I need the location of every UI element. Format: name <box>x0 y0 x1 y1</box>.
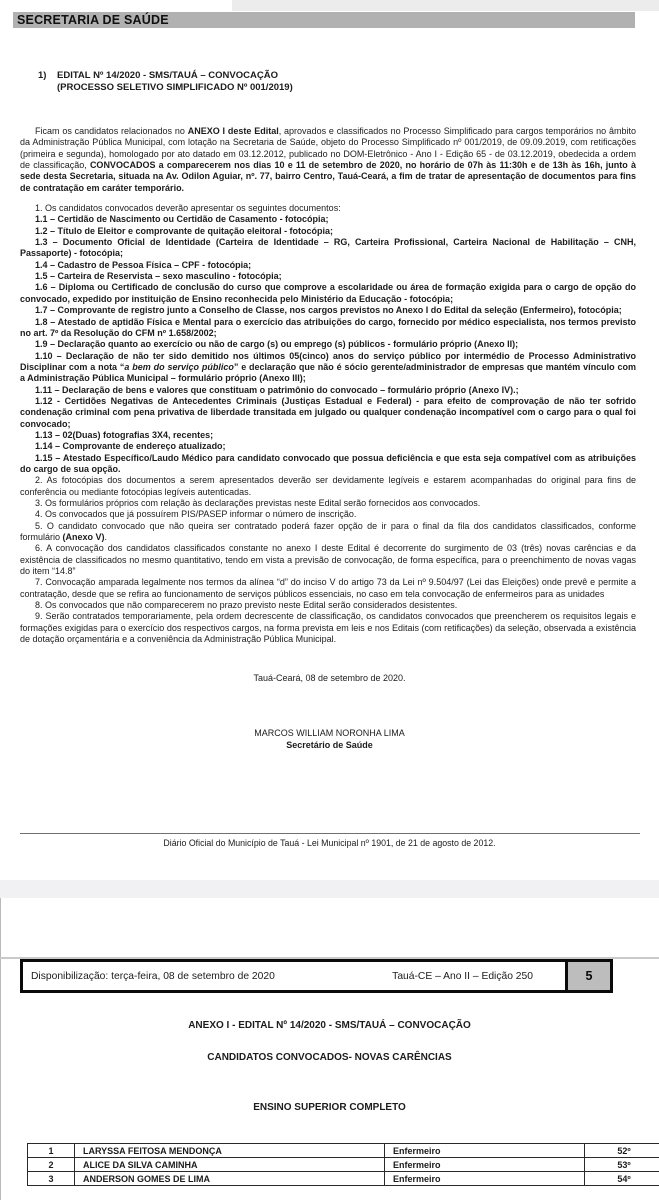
list-item: 1.8 – Atestado de aptidão Física e Mental para o exercício das atribuições do cargo, fornecido por médico especialista, nos termos previsto no art. 7º da Resolução do CFM nº 1.658/2002; <box>20 316 636 338</box>
list-item: 2. As fotocópias dos documentos a serem apresentados deverão ser devidamente legíveis e estarem acompanhadas do original para fins de conferência ou mediante fotocópias legíveis autenticadas. <box>20 475 636 497</box>
education-level-subtitle: ENSINO SUPERIOR COMPLETO <box>253 1102 406 1113</box>
candidate-cell: LARYSSA FEITOSA MENDONÇA <box>75 1144 385 1158</box>
list-item: 8. Os convocados que não comparecerem no prazo previsto neste Edital serão considerados desistentes. <box>35 600 458 611</box>
signature-title: Secretário de Saúde <box>286 740 373 750</box>
edital-heading-number: 1) <box>38 70 47 81</box>
candidate-cell: ANDERSON GOMES DE LIMA <box>75 1172 385 1186</box>
edital-heading <box>38 70 293 93</box>
candidate-cell: Enfermeiro <box>385 1158 585 1172</box>
list-item: 1.2 – Título de Eleitor e comprovante de quitação eleitoral - fotocópia; <box>35 225 334 236</box>
document-list-intro: 1. Os candidatos convocados deverão apresentar os seguintes documentos: <box>35 203 341 214</box>
signature-block <box>0 727 659 751</box>
scan-edge-strip <box>232 0 659 11</box>
list-item: 9. Serão contratados temporariamente, pela ordem decrescente de classificação, os candidatos convocados que preencherem os requisitos legais e formações exigidas para o exercício dos respectivos cargos, na forma prevista em leis e nos Editais (com retificações) da seleção, observada a existência de dotação orçamentária e a conveniência da Administração Pública Municipal. <box>20 611 636 645</box>
edital-heading-line2: (PROCESSO SELETIVO SIMPLIFICADO Nº 001/2019) <box>57 81 293 93</box>
list-item: 1.10 – Declaração de não ter sido demitido nos últimos 05(cinco) anos do serviço público por intermédio de Processo Administrativo Disciplinar com a nota “a bem do serviço público” e declaração que não é sócio gerente/administrador de empresas que mantém vínculo com a Administração Pública Municipal – formulário próprio (Anexo III); <box>20 350 636 384</box>
list-item: 1.9 – Declaração quanto ao exercício ou não de cargo (s) ou emprego (s) públicos - formulário próprio (Anexo II); <box>35 339 519 350</box>
page-gap-band <box>0 880 659 899</box>
list-item: 1.7 – Comprovante de registro junto a Conselho de Classe, nos cargos previstos no Anexo I do Edital da seleção (Enfermeiro), fotocópia; <box>35 305 622 316</box>
list-item: 7. Convocação amparada legalmente nos termos da alínea “d” do inciso V do artigo 73 da Lei nº 9.504/97 (Lei das Eleições) onde prevê e permite a contratação, desde que se refira ao funcionamento de serviços públicos essenciais, no caso em tela convocação de enfermeiros para as unidades <box>20 577 636 599</box>
info-bar <box>20 959 613 993</box>
candidate-cell: Enfermeiro <box>385 1144 585 1158</box>
candidate-cell: 2 <box>28 1158 75 1172</box>
candidate-row <box>28 1158 659 1172</box>
list-item: 1.14 – Comprovante de endereço atualizado; <box>35 441 226 452</box>
candidate-cell: 52º <box>585 1144 659 1158</box>
signature-name: MARCOS WILLIAM NORONHA LIMA <box>254 728 405 738</box>
info-bar-edition: Tauá-CE – Ano II – Edição 250 <box>392 970 533 982</box>
list-item: 4. Os convocados que já possuírem PIS/PASEP informar o número de inscrição. <box>35 509 357 520</box>
candidate-cell: ALICE DA SILVA CAMINHA <box>75 1158 385 1172</box>
candidates-table-body <box>28 1144 659 1186</box>
info-bar-availability: Disponibilização: terça-feira, 08 de setembro de 2020 <box>31 970 275 982</box>
intro-paragraph: Ficam os candidatos relacionados no ANEXO I deste Edital, aprovados e classificados no Processo Simplificado para cargos temporários no âmbito da Administração Pública Municipal, com lotação na Secretaria de Saúde, objeto do Processo Simplificado nº 001/2019, de 09.09.2019, com retificações (primeira e segunda), homologado por ato datado em 03.12.2012, publicado no DOM-Eletrônico - Ano I - Edição 65 - de 03.12.2019, obedecida a ordem de classificação, CONVOCADOS a comparecerem nos dias 10 e 11 de setembro de 2020, no horário de 07h às 11:30h e de 13h às 16h, junto à sede desta Secretaria, situada na Av. Odilon Aguiar, nº. 77, bairro Centro, Tauá-Ceará, a fim de tratar de apresentação de documentos para fins de contratação em caráter temporário. <box>20 126 636 193</box>
candidate-cell: Enfermeiro <box>385 1172 585 1186</box>
document-body <box>20 126 636 645</box>
edital-heading-text <box>57 70 293 93</box>
footer-divider <box>20 833 640 834</box>
date-line: Tauá-Ceará, 08 de setembro de 2020. <box>253 673 406 683</box>
candidates-table <box>27 1143 659 1186</box>
page-number-badge: 5 <box>565 962 610 990</box>
candidate-cell: 54º <box>585 1172 659 1186</box>
list-item: 1.3 – Documento Oficial de Identidade (Carteira de Identidade – RG, Carteira Profissional, Carteira Nacional de Habilitação – CNH, Passaporte) - fotocópia; <box>20 237 636 259</box>
list-item: 1.11 – Declaração de bens e valores que constituam o patrimônio do convocado – formulário próprio (Anexo IV).; <box>35 384 519 395</box>
list-item: 1.15 – Atestado Específico/Laudo Médico para candidato convocado que possua deficiência e que esta seja compatível com as atribuições do cargo de sua opção. <box>20 452 636 474</box>
candidate-row <box>28 1144 659 1158</box>
list-item: 1.12 - Certidões Negativas de Antecedentes Criminais (Justiças Estadual e Federal) - para efeito de comprovação de não ter sofrido condenação criminal com pena privativa de liberdade transitada em julgado ou qualquer condenação incompatível com o cargo para o qual foi convocado; <box>20 395 636 429</box>
annex-title: ANEXO I - EDITAL Nº 14/2020 - SMS/TAUÁ – CONVOCAÇÃO <box>188 1020 471 1031</box>
candidate-cell: 1 <box>28 1144 75 1158</box>
section-header-bar <box>13 12 635 28</box>
section-header-title: SECRETARIA DE SAÚDE <box>17 13 169 27</box>
list-item: 1.5 – Carteira de Reservista – sexo masculino - fotocópia; <box>35 271 282 282</box>
candidate-row <box>28 1172 659 1186</box>
candidate-cell: 53º <box>585 1158 659 1172</box>
candidates-subtitle: CANDIDATOS CONVOCADOS- NOVAS CARÊNCIAS <box>207 1052 452 1063</box>
list-item: 5. O candidato convocado que não queira ser contratado poderá fazer opção de ir para o final da fila dos candidatos classificados, conforme formulário (Anexo V). <box>20 520 636 543</box>
list-item: 1.4 – Cadastro de Pessoa Física – CPF - fotocópia; <box>35 259 252 270</box>
footer-note: Diário Oficial do Município de Tauá - Lei Municipal nº 1901, de 21 de agosto de 2012. <box>163 838 496 848</box>
list-item: 1.13 – 02(Duas) fotografias 3X4, recentes; <box>35 429 214 440</box>
list-item: 1.6 – Diploma ou Certificado de conclusão do curso que comprove a escolaridade ou área de formação exigida para o cargo de opção do convocado, expedido por instituição de Ensino reconhecida pelo Ministério da Educação - fotocópia; <box>20 282 636 304</box>
list-item: 1.1 – Certidão de Nascimento ou Certidão de Casamento - fotocópia; <box>35 214 329 225</box>
list-item: 3. Os formulários próprios com relação às declarações previstas neste Edital serão fornecidos aos convocados. <box>35 498 481 508</box>
candidate-cell: 3 <box>28 1172 75 1186</box>
list-item: 6. A convocação dos candidatos classificados constante no anexo I deste Edital é decorrente do surgimento de 03 (três) novas carências e da existência de classificados no mesmo quantitativo, tendo em vista a previsão de convocação, de forma específica, para o preenchimento de novas vagas do item “14.8” <box>20 543 636 577</box>
edital-heading-line1: EDITAL Nº 14/2020 - SMS/TAUÁ – CONVOCAÇÃO <box>57 70 278 81</box>
